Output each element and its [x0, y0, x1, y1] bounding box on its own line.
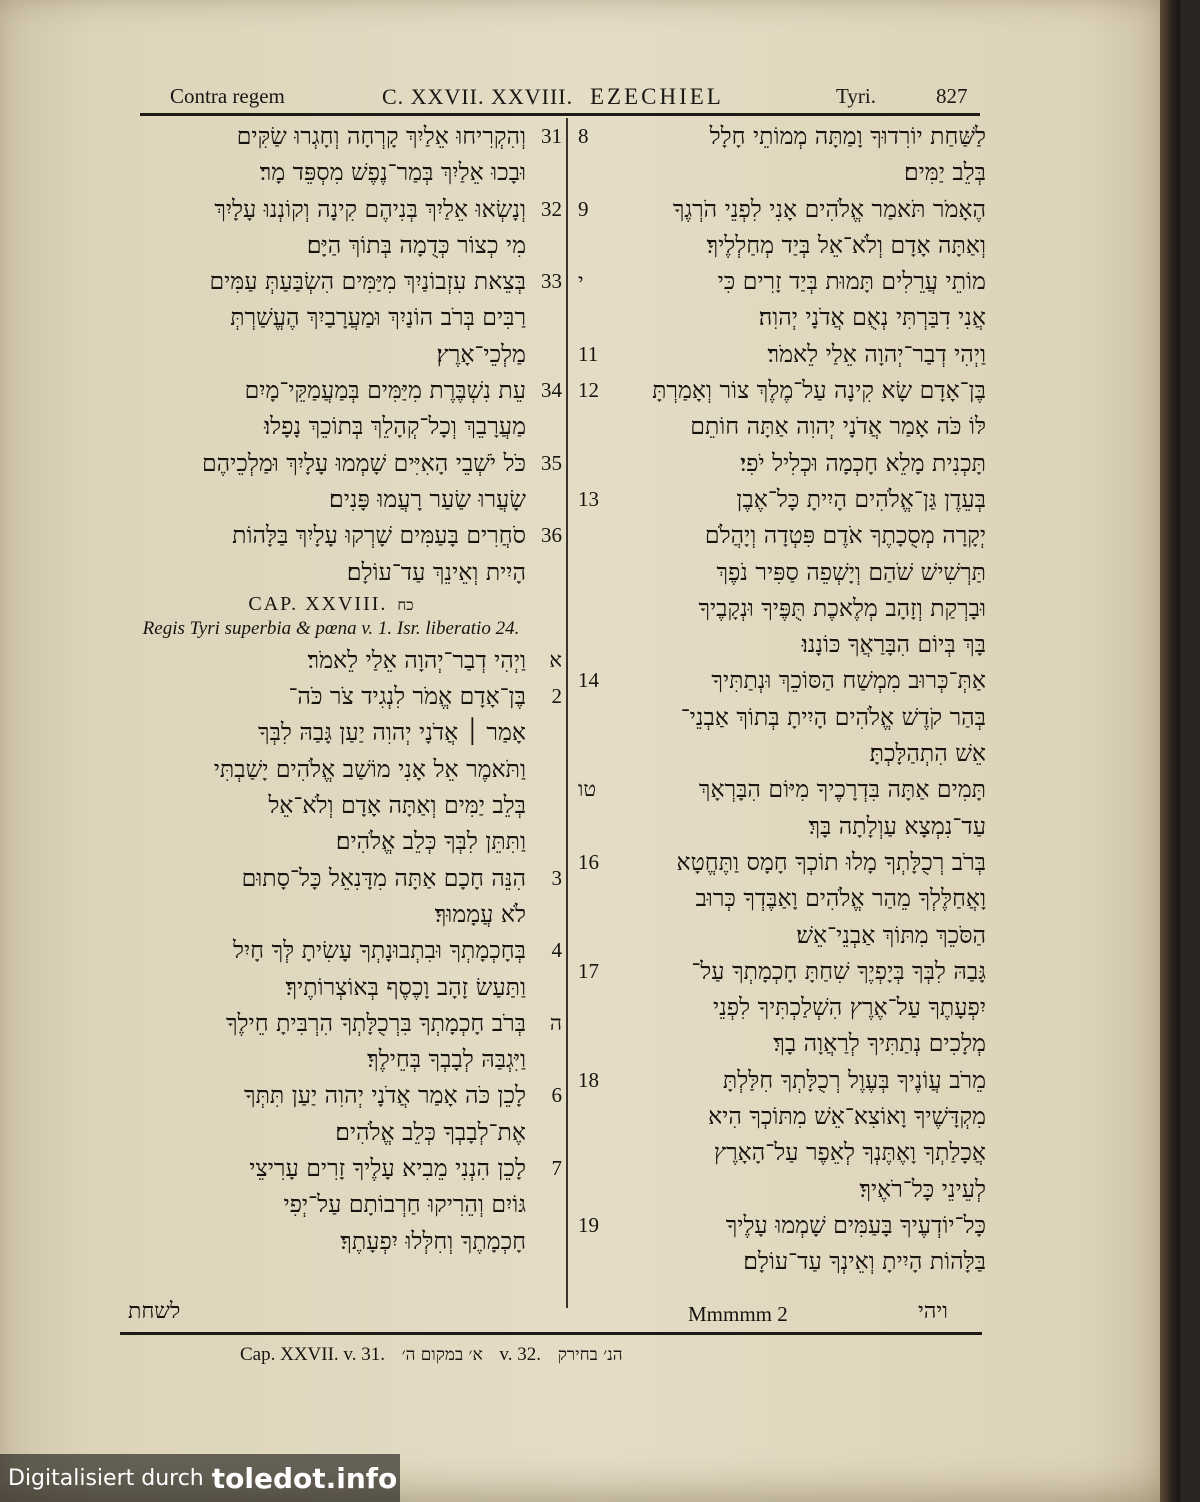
verse-number: 11 [578, 341, 599, 366]
verse-line: תַּרְשִׁישׁ שֹׁהַם וְיָשְׁפֵה סַפִּיר נֹפֶךְ [716, 557, 986, 586]
verse-line: וְהִקְרִיחוּ אֵלַיִךְ קָרְחָה וְחָגְרוּ שַׂקִּים [236, 122, 526, 150]
verse-line: לָכֵן כֹּה אָמַר אֲדֹנָי יְהוִה יַעַן תִּתְּךָ [244, 1081, 526, 1110]
verse [100, 445, 562, 518]
verse-line: אֲכָלַתְךָ וָאֶתֶּנְךָ לְאֵפֶר עַל־הָאָרֶץ [713, 1138, 986, 1167]
header-book: EZECHIEL [590, 84, 724, 109]
verse-number: 4 [551, 938, 562, 963]
verse-line: עַד־נִמְצָא עַוְלָתָה בָּךְ׃ [808, 811, 986, 840]
header-rule [140, 113, 980, 116]
verse [572, 771, 992, 844]
verse-number: 16 [578, 849, 599, 874]
verse-number: 3 [551, 865, 562, 890]
verse-line: וַיִּגְבַּהּ לְבָבְךָ בְּחֵילֶךָ׃ [367, 1045, 526, 1074]
verse [100, 678, 562, 859]
verse-line: בְּעֵדֶן גַּן־אֱלֹהִים הָיִיתָ כָּל־אֶבֶן [736, 484, 986, 513]
verse [100, 1005, 562, 1078]
page-number: 827 [936, 84, 968, 108]
verse-line: תָּמִים אַתָּה בִּדְרָכֶיךָ מִיּוֹם הִבָּרְאָךְ [698, 775, 986, 804]
verse-line: מִי כְצוֹר כְּדֻמָה בְּתוֹךְ הַיָּם׃ [306, 230, 526, 259]
catchword-right: ויהי [918, 1299, 948, 1324]
verse-line: לֹא עֲמָמוּךָ׃ [434, 899, 526, 928]
verse-line: הָיִית וְאֵינֵךְ עַד־עוֹלָם׃ [346, 557, 526, 586]
verse [100, 642, 562, 678]
verse-line: בֶּן־אָדָם שָׂא קִינָה עַל־מֶלֶךְ צוֹר וְאָמַרְתָּ [652, 376, 986, 405]
verse-line: לַשַּׁחַת יוֹרִדוּךָ וָמַתָּה מְמוֹתֵי חָלָל [709, 122, 986, 150]
verse-number: 34 [541, 378, 562, 403]
verse-line: לְעֵינֵי כָּל־רֹאֶיךָ׃ [859, 1174, 986, 1203]
verse-number: 32 [541, 196, 562, 221]
verse [572, 336, 992, 372]
footnote-ref-c: v. 32. [499, 1344, 541, 1365]
footnote-ref-a: Cap. XXVII. v. 31. [240, 1344, 385, 1365]
chapter-title-latin: CAP. XXVIII. [248, 592, 388, 615]
verse-line: וַתִּתֵּן לִבְּךָ כְּלֵב אֱלֹהִים׃ [335, 827, 526, 856]
page-edge [1160, 0, 1180, 1502]
chapter-summary: Regis Tyri superbia & pœna v. 1. Isr. liberatio 24. [142, 617, 520, 639]
verse-number: 2 [551, 684, 562, 709]
left-column [100, 118, 562, 1259]
verse-line: מַעֲרָבֵךְ וְכָל־קְהָלֵךְ בְּתוֹכֵךְ נָפָלוּ׃ [264, 412, 526, 441]
verse-line: אֲנִי דִבַּרְתִּי נְאֻם אֲדֹנָי יְהוִה׃ [758, 303, 986, 332]
verse-line: וּבָרְקַת וְזָהָב מְלֶאכֶת תֻּפֶּיךָ וּנְקָבֶיךָ [698, 593, 986, 622]
verse [572, 191, 992, 264]
watermark-banner [0, 1454, 400, 1502]
verse-number: א [549, 647, 562, 672]
verse-number: 17 [578, 958, 599, 983]
verse [100, 372, 562, 445]
verse [100, 860, 562, 933]
right-column [572, 118, 992, 1280]
verse-line: בְּרֹב רְכֻלָּתְךָ מָלוּ תוֹכְךָ חָמָס וַתֶּחֱטָא [676, 847, 986, 876]
verse-line: מוֹתֵי עֲרֵלִים תָּמוּת בְּיַד זָרִים כִּי [717, 267, 986, 296]
verse-number: 9 [578, 196, 589, 221]
verse-line: הֶאָמֹר תֹּאמַר אֱלֹהִים אָנִי לִפְנֵי הֹרְגֶךָ [672, 194, 986, 223]
verse-line: עֵת נִשְׁבֶּרֶת מִיַּמִּים בְּמַעֲמַקֵּי־מָיִם [244, 376, 526, 405]
verse-line: בָּךְ בְּיוֹם הִבָּרַאֲךָ כּוֹנָנוּ׃ [801, 630, 986, 659]
verse [100, 191, 562, 264]
verse-line: שָׂעֲרוּ שַׂעַר רָעֲמוּ פָּנִים׃ [329, 484, 526, 513]
verse [572, 481, 992, 662]
verse-line: בַּלָּהוֹת הָיִיתָ וְאֵינְךָ עַד־עוֹלָם׃ [743, 1247, 986, 1276]
verse-number: 12 [578, 378, 599, 403]
verse-line: הִנֵּה חָכָם אַתָּה מִדָּנִאֵל כָּל־סָתוּם [241, 863, 526, 892]
verse-line: לָכֵן הִנְנִי מֵבִיא עָלֶיךָ זָרִים עָרִיצֵי [249, 1154, 526, 1183]
verse-line: בְּרֹב חָכְמָתְךָ בִּרְכֻלָּתְךָ הִרְבִּיתָ חֵילֶךָ [226, 1008, 526, 1037]
verse [100, 932, 562, 1005]
verse-line: אֶת־לְבָבְךָ כְּלֵב אֱלֹהִים׃ [335, 1117, 526, 1146]
verse-line: חָכְמָתֶךָ וְחִלְּלוּ יִפְעָתֶךָ׃ [340, 1226, 526, 1255]
chapter-title [100, 592, 562, 616]
running-header [130, 80, 980, 116]
verse-line: בְּצֵאת עִזְבוֹנַיִךְ מִיַּמִּים הִשְׂבַּעַתְּ עַמִּים [209, 267, 526, 296]
verse-line: וְנָשְׂאוּ אֵלַיִךְ בְּנִיהֶם קִינָה וְקוֹנְנוּ עָלָיִךְ [214, 194, 526, 223]
verse-line: יִפְעָתֶךָ עַל־אֶרֶץ הִשְׁלַכְתִּיךָ לִפְנֵי [712, 993, 986, 1022]
verse [572, 953, 992, 1062]
verse-line: וַיְהִי דְבַר־יְהוָה אֵלַי לֵאמֹר׃ [767, 339, 986, 368]
verse-line: סֹחֲרִים בָּעַמִּים שָׁרְקוּ עָלָיִךְ בַּלָּהוֹת [232, 521, 526, 550]
column-divider [566, 118, 568, 1308]
verse-line: גָּבַהּ לִבְּךָ בְּיָפְיֶךָ שִׁחַתָּ חָכְמָתְךָ עַל־ [691, 956, 986, 985]
verse-line: בֶּן־אָדָם אֱמֹר לִנְגִיד צֹר כֹּה־ [288, 682, 526, 711]
verse-number: 18 [578, 1067, 599, 1092]
verse-line: וַתַּעַשׂ זָהָב וָכֶסֶף בְּאוֹצְרוֹתֶיךָ׃ [285, 972, 526, 1001]
footer-rule [120, 1332, 982, 1335]
watermark-text: Digitalisiert durch [8, 1465, 204, 1491]
verse-number: 13 [578, 486, 599, 511]
verse [100, 1150, 562, 1259]
verse [100, 1077, 562, 1150]
catchword-left: לשחת [128, 1299, 181, 1324]
verse-line: בְּחָכְמָתְךָ וּבִתְבוּנָתְךָ עָשִׂיתָ לְּךָ חָיִל [233, 936, 526, 965]
verse-number: 6 [551, 1083, 562, 1108]
verse-line: כָּל־יוֹדְעֶיךָ בָּעַמִּים שָׁמְמוּ עָלֶיךָ [725, 1210, 986, 1239]
verse-line: יְקָרָה מְסֻכָתֶךָ אֹדֶם פִּטְדָה וְיָהֲלֹם [704, 521, 986, 550]
verse-number: 14 [578, 668, 599, 693]
verse-line: מְלָכִים נְתַתִּיךָ לְרַאֲוָה בָךְ׃ [773, 1029, 986, 1058]
verse-number: 7 [551, 1156, 562, 1181]
verse [572, 1207, 992, 1280]
verse-line: בְּלֵב יַמִּים׃ [903, 158, 986, 187]
verse-line: וּבָכוּ אֵלַיִךְ בְּמַר־נֶפֶשׁ מִסְפֵּד מָר׃ [259, 158, 526, 187]
footnote [240, 1344, 635, 1366]
verse-line: אַתְּ־כְּרוּב מִמְשַׁח הַסּוֹכֵךְ וּנְתַתִּיךָ [711, 666, 986, 695]
footnote-note-b: א׳ במקום ה׳ [401, 1345, 483, 1365]
verse-line: וְאַתָּה אָדָם וְלֹא־אֵל בְּיַד מְחַלְלֶיךָ׃ [706, 230, 986, 259]
verse-number: 19 [578, 1212, 599, 1237]
verse [572, 662, 992, 771]
verse-number: 8 [578, 124, 589, 148]
verse [572, 118, 992, 191]
verse-line: מֵרֹב עֲוֹנֶיךָ בְּעֶוֶל רְכֻלָּתְךָ חִלַּלְתָּ [722, 1065, 986, 1094]
verse-line: וַתֹּאמֶר אֵל אָנִי מוֹשַׁב אֱלֹהִים יָשַׁבְתִּי [213, 754, 526, 783]
verse-line: תָּכְנִית מָלֵא חָכְמָה וּכְלִיל יֹפִי׃ [740, 448, 986, 477]
verse-number: 36 [541, 523, 562, 548]
verse [100, 263, 562, 372]
signature-mark: Mmmmm 2 [688, 1302, 788, 1326]
verse-line: וָאֲחַלֶּלְךָ מֵהַר אֱלֹהִים וָאַבֶּדְךָ כְּרוּב [695, 884, 986, 913]
verse-number: 33 [541, 269, 562, 294]
verse-number: ה [549, 1010, 562, 1035]
verse [572, 1062, 992, 1207]
verse-number: טו [578, 777, 597, 802]
verse [572, 844, 992, 953]
verse-line: כֹּל יֹשְׁבֵי הָאִיִּים שָׁמְמוּ עָלָיִךְ וּמַלְכֵיהֶם [202, 448, 526, 477]
verse-line: מִקְדָּשֶׁיךָ וָאוֹצִא־אֵשׁ מִתּוֹכְךָ הִיא [708, 1102, 986, 1131]
verse [572, 372, 992, 481]
verse-line: רַבִּים בְּרֹב הוֹנַיִךְ וּמַעֲרָבַיִךְ הֶעֱשַׁרְתְּ [230, 303, 526, 332]
verse-line: אָמַר ׀ אֲדֹנָי יְהוִה יַעַן גָּבַהּ לִבְּךָ [258, 718, 526, 747]
verse-line: הַסֹּכֵךְ מִתּוֹךְ אַבְנֵי־אֵשׁ׃ [796, 920, 986, 949]
chapter-title-hebrew: כח [397, 595, 414, 614]
verse-number: 35 [541, 450, 562, 475]
verse-line: אֵשׁ הִתְהַלָּכְתָּ׃ [869, 739, 986, 768]
verse-line: בְּלֵב יַמִּים וְאַתָּה אָדָם וְלֹא־אֵל [268, 791, 526, 820]
verse-number: י [578, 269, 584, 294]
verse-line: לּוֹ כֹּה אָמַר אֲדֹנָי יְהוִה אַתָּה חוֹתֵם [690, 412, 986, 441]
verse-line: וַיְהִי דְבַר־יְהוָה אֵלַי לֵאמֹר׃ [307, 645, 526, 674]
header-chapters: C. XXVII. XXVIII. [382, 84, 574, 109]
verse [100, 517, 562, 590]
verse-number: 31 [541, 124, 562, 148]
verse-line: גּוֹיִם וְהֵרִיקוּ חַרְבוֹתָם עַל־יְפִי [283, 1190, 526, 1219]
verse [572, 263, 992, 336]
verse [100, 118, 562, 191]
verse-line: מַלְכֵי־אָרֶץ׃ [436, 339, 526, 368]
header-right: Tyri. [836, 84, 876, 108]
verse-line: בְּהַר קֹדֶשׁ אֱלֹהִים הָיִיתָ בְּתוֹךְ אַבְנֵי־ [680, 702, 986, 731]
watermark-brand: toledot.info [211, 1461, 398, 1495]
footnote-note-d: הנ׳ בחירק [557, 1345, 623, 1365]
header-left: Contra regem [170, 84, 285, 108]
